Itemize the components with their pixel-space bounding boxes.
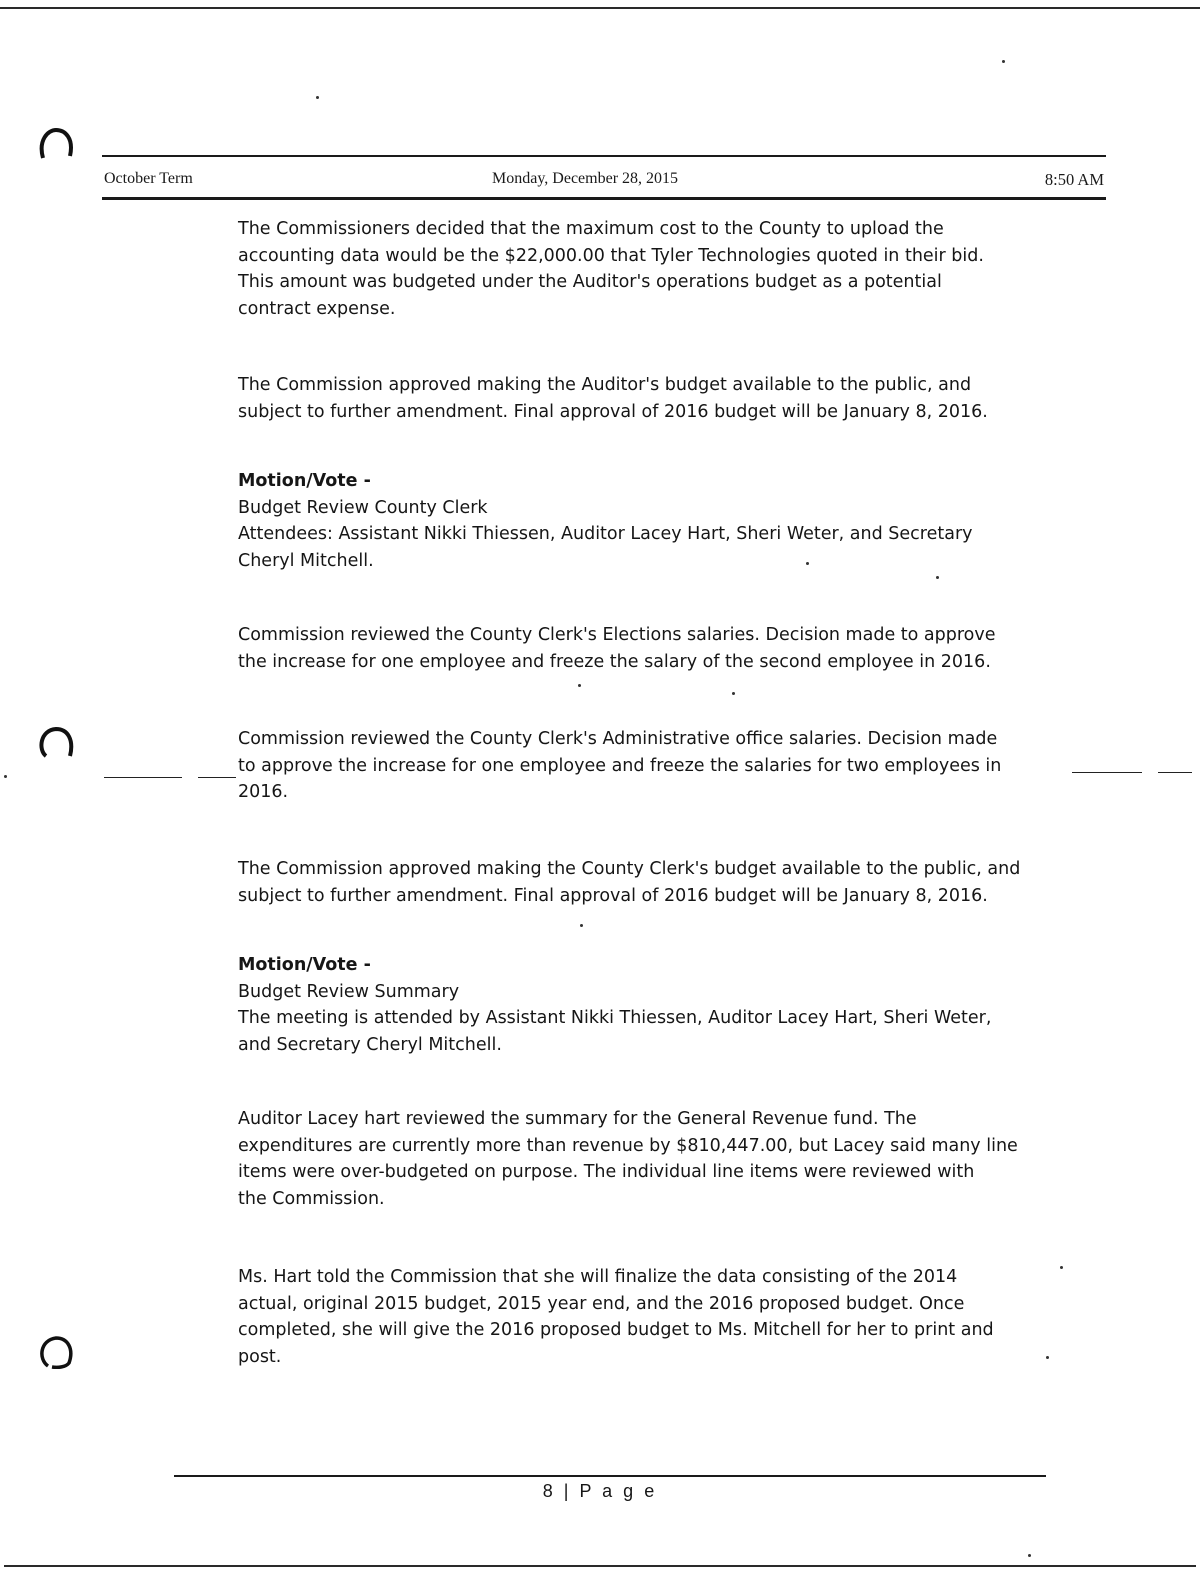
agenda-item-title: Budget Review County Clerk: [238, 497, 488, 518]
text-line: post.: [238, 1346, 282, 1367]
page-number: 8 | P a g e: [542, 1481, 658, 1501]
text-line: subject to further amendment. Final approval of 2016 budget will be January 8, 2016.: [238, 885, 988, 906]
scan-speck: [1002, 60, 1005, 63]
motion-vote-county-clerk: [238, 468, 1068, 574]
agenda-item-title: Budget Review Summary: [238, 981, 460, 1002]
text-line: Commission reviewed the County Clerk's Elections salaries. Decision made to approve: [238, 625, 996, 645]
scan-speck: [732, 692, 735, 695]
margin-dash: [104, 777, 182, 778]
paragraph-clerk-budget-approval: [238, 856, 1068, 909]
text-line: to approve the increase for one employee and freeze the salaries for two employees in: [238, 755, 1002, 776]
header-rule-bottom: [102, 197, 1106, 200]
paragraph-administrative-salaries: [238, 726, 1068, 806]
text-line: This amount was budgeted under the Auditor's operations budget as a potential: [238, 272, 942, 292]
text-line: the increase for one employee and freeze the salary of the second employee in 2016.: [238, 651, 991, 672]
paragraph-finalize-budget: [238, 1264, 1068, 1370]
margin-dash: [1072, 772, 1142, 773]
scan-edge-bottom: [4, 1565, 1196, 1567]
text-line: contract expense.: [238, 298, 396, 319]
paragraph-general-revenue-summary: [238, 1106, 1068, 1212]
punch-hole-icon: [38, 1335, 74, 1369]
margin-dash: [1158, 772, 1192, 773]
header-rule-top: [102, 155, 1106, 157]
attendees-line: Attendees: Assistant Nikki Thiessen, Auditor Lacey Hart, Sheri Weter, and Secretary: [238, 524, 973, 544]
punch-hole-icon: [38, 128, 74, 162]
text-line: The Commissioners decided that the maximum cost to the County to upload the: [238, 219, 944, 239]
scan-speck: [806, 562, 809, 565]
paragraph-upload-cost: [238, 216, 1068, 322]
text-line: Commission reviewed the County Clerk's Administrative office salaries. Decision made: [238, 729, 998, 749]
text-line: 2016.: [238, 782, 289, 802]
text-line: The Commission approved making the County Clerk's budget available to the public, and: [238, 859, 1021, 879]
text-line: items were over-budgeted on purpose. The individual line items were reviewed with: [238, 1162, 975, 1182]
text-line: accounting data would be the $22,000.00 that Tyler Technologies quoted in their bid.: [238, 245, 984, 266]
scan-speck: [936, 576, 939, 579]
scan-speck: [1028, 1554, 1031, 1557]
scan-speck: [580, 924, 583, 927]
meeting-date: Monday, December 28, 2015: [492, 170, 679, 187]
scan-speck: [4, 775, 7, 778]
motion-vote-label: Motion/Vote -: [238, 471, 371, 491]
punch-hole-icon: [38, 726, 74, 760]
scan-speck: [316, 96, 319, 99]
motion-vote-budget-summary: [238, 952, 1068, 1058]
text-line: The Commission approved making the Auditor's budget available to the public, and: [238, 375, 972, 395]
attendees-line: and Secretary Cheryl Mitchell.: [238, 1034, 502, 1055]
paragraph-auditor-budget-approval: [238, 372, 1068, 425]
motion-vote-label: Motion/Vote -: [238, 955, 371, 975]
scan-speck: [1060, 1266, 1063, 1269]
footer-rule: [174, 1475, 1046, 1477]
scan-speck: [1046, 1356, 1049, 1359]
text-line: Auditor Lacey hart reviewed the summary for the General Revenue fund. The: [238, 1109, 917, 1129]
text-line: completed, she will give the 2016 proposed budget to Ms. Mitchell for her to print and: [238, 1320, 994, 1340]
term-label: October Term: [104, 170, 193, 187]
text-line: actual, original 2015 budget, 2015 year end, and the 2016 proposed budget. Once: [238, 1293, 965, 1314]
text-line: the Commission.: [238, 1188, 385, 1209]
attendees-line: The meeting is attended by Assistant Nikki Thiessen, Auditor Lacey Hart, Sheri Weter,: [238, 1008, 992, 1028]
meeting-time: 8:50 AM: [1044, 170, 1104, 189]
paragraph-elections-salaries: [238, 622, 1068, 675]
text-line: subject to further amendment. Final approval of 2016 budget will be January 8, 2016.: [238, 401, 988, 422]
scan-edge-top: [0, 7, 1200, 9]
attendees-line: Cheryl Mitchell.: [238, 550, 374, 571]
text-line: expenditures are currently more than revenue by $810,447.00, but Lacey said many line: [238, 1135, 1018, 1156]
margin-dash: [198, 777, 236, 778]
scan-speck: [578, 684, 581, 687]
text-line: Ms. Hart told the Commission that she will finalize the data consisting of the 2014: [238, 1267, 958, 1287]
